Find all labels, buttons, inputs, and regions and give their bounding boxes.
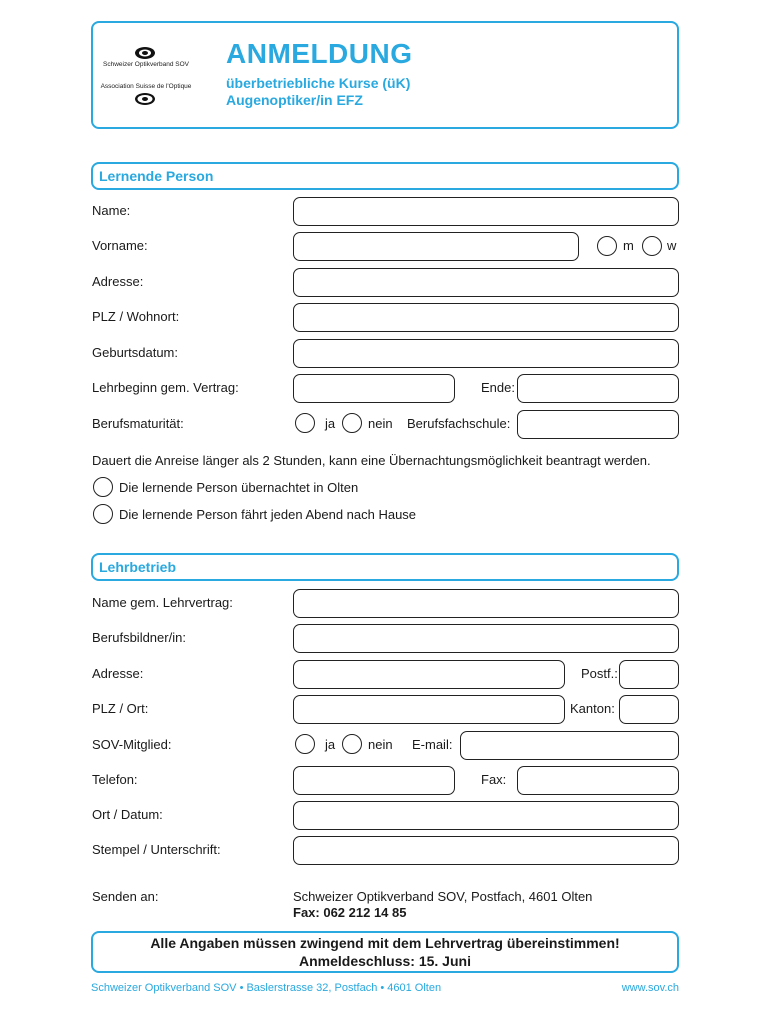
bm-nein-label: nein [368, 416, 393, 431]
berufsfachschule-field[interactable] [517, 410, 679, 439]
vorname-field[interactable] [293, 232, 579, 261]
sov-ja-label: ja [325, 737, 336, 752]
gender-w-label: w [667, 238, 677, 253]
uebernachtung-radio[interactable] [93, 477, 113, 497]
logo-org-fr: Association Suisse de l'Optique [100, 83, 192, 90]
postfach-field[interactable] [619, 660, 679, 689]
uebernachtung-label: Die lernende Person übernachtet in Olten [119, 480, 359, 495]
senden-an-label: Senden an: [92, 889, 159, 904]
lehrvertrag-name-field[interactable] [293, 589, 679, 618]
berufsbildner-field[interactable] [293, 624, 679, 653]
berufsbildner-label: Berufsbildner/in: [92, 630, 186, 645]
kanton-label: Kanton: [570, 701, 615, 716]
telefon-label: Telefon: [92, 772, 138, 787]
bm-ja-radio[interactable] [295, 413, 315, 433]
name-field[interactable] [293, 197, 679, 226]
geburtsdatum-label: Geburtsdatum: [92, 345, 178, 360]
lehrbeginn-label: Lehrbeginn gem. Vertrag: [92, 380, 239, 395]
sov-mitglied-label: SOV-Mitglied: [92, 737, 172, 752]
ende-label: Ende: [481, 380, 515, 395]
sov-nein-label: nein [368, 737, 393, 752]
name-label: Name: [92, 203, 131, 218]
kanton-field[interactable] [619, 695, 679, 724]
fax-label: Fax: [481, 772, 507, 787]
vorname-label: Vorname: [92, 238, 148, 253]
footer-website-link[interactable]: www.sov.ch [621, 982, 679, 994]
sov-ja-radio[interactable] [295, 734, 315, 754]
stempel-field[interactable] [293, 836, 679, 865]
eye-logo-icon [134, 46, 156, 60]
eye-logo-outline-icon [134, 92, 156, 106]
senden-address: Schweizer Optikverband SOV, Postfach, 4601 Olten [293, 889, 593, 904]
email-field[interactable] [460, 731, 679, 760]
geburtsdatum-field[interactable] [293, 339, 679, 368]
senden-fax: Fax: 062 212 14 85 [293, 905, 407, 920]
betrieb-adresse-field[interactable] [293, 660, 565, 689]
logo-org-de: Schweizer Optikverband SOV [103, 61, 189, 68]
gender-m-radio[interactable] [597, 236, 617, 256]
bm-nein-radio[interactable] [342, 413, 362, 433]
betrieb-adresse-label: Adresse: [92, 666, 144, 681]
heimfahrt-radio[interactable] [93, 504, 113, 524]
footer-address: Schweizer Optikverband SOV • Baslerstrasse 32, Postfach • 4601 Olten [91, 982, 442, 994]
section-title-lernende: Lernende Person [99, 168, 214, 184]
ort-datum-label: Ort / Datum: [92, 807, 163, 822]
lehrvertrag-name-label: Name gem. Lehrvertrag: [92, 595, 233, 610]
postfach-label: Postf.: [581, 666, 618, 681]
sov-nein-radio[interactable] [342, 734, 362, 754]
ort-datum-field[interactable] [293, 801, 679, 830]
heimfahrt-label: Die lernende Person fährt jeden Abend nach Hause [119, 507, 417, 522]
plz-wohnort-label: PLZ / Wohnort: [92, 309, 180, 324]
adresse-field[interactable] [293, 268, 679, 297]
subtitle-line1: überbetriebliche Kurse (üK) [226, 75, 411, 91]
stempel-label: Stempel / Unterschrift: [92, 842, 221, 857]
page-title: ANMELDUNG [226, 38, 413, 69]
gender-w-radio[interactable] [642, 236, 662, 256]
telefon-field[interactable] [293, 766, 455, 795]
betrieb-plz-ort-label: PLZ / Ort: [92, 701, 149, 716]
lehrbeginn-field[interactable] [293, 374, 455, 403]
adresse-label: Adresse: [92, 274, 144, 289]
subtitle-line2: Augenoptiker/in EFZ [226, 92, 363, 108]
fax-field[interactable] [517, 766, 679, 795]
notice-line2: Anmeldeschluss: 15. Juni [299, 953, 471, 969]
berufsfachschule-label: Berufsfachschule: [407, 416, 511, 431]
email-label: E-mail: [412, 737, 453, 752]
bm-ja-label: ja [325, 416, 336, 431]
betrieb-plz-ort-field[interactable] [293, 695, 565, 724]
anreise-text: Dauert die Anreise länger als 2 Stunden, kann eine Übernachtungsmöglichkeit beantragt werden. [92, 453, 651, 468]
section-header-lehrbetrieb [91, 553, 679, 581]
ende-field[interactable] [517, 374, 679, 403]
plz-wohnort-field[interactable] [293, 303, 679, 332]
notice-line1: Alle Angaben müssen zwingend mit dem Lehrvertrag übereinstimmen! [150, 935, 620, 951]
sov-logo [96, 44, 196, 106]
berufsmaturitaet-label: Berufsmaturität: [92, 416, 184, 431]
section-title-lehrbetrieb: Lehrbetrieb [99, 559, 177, 575]
gender-m-label: m [623, 238, 634, 253]
